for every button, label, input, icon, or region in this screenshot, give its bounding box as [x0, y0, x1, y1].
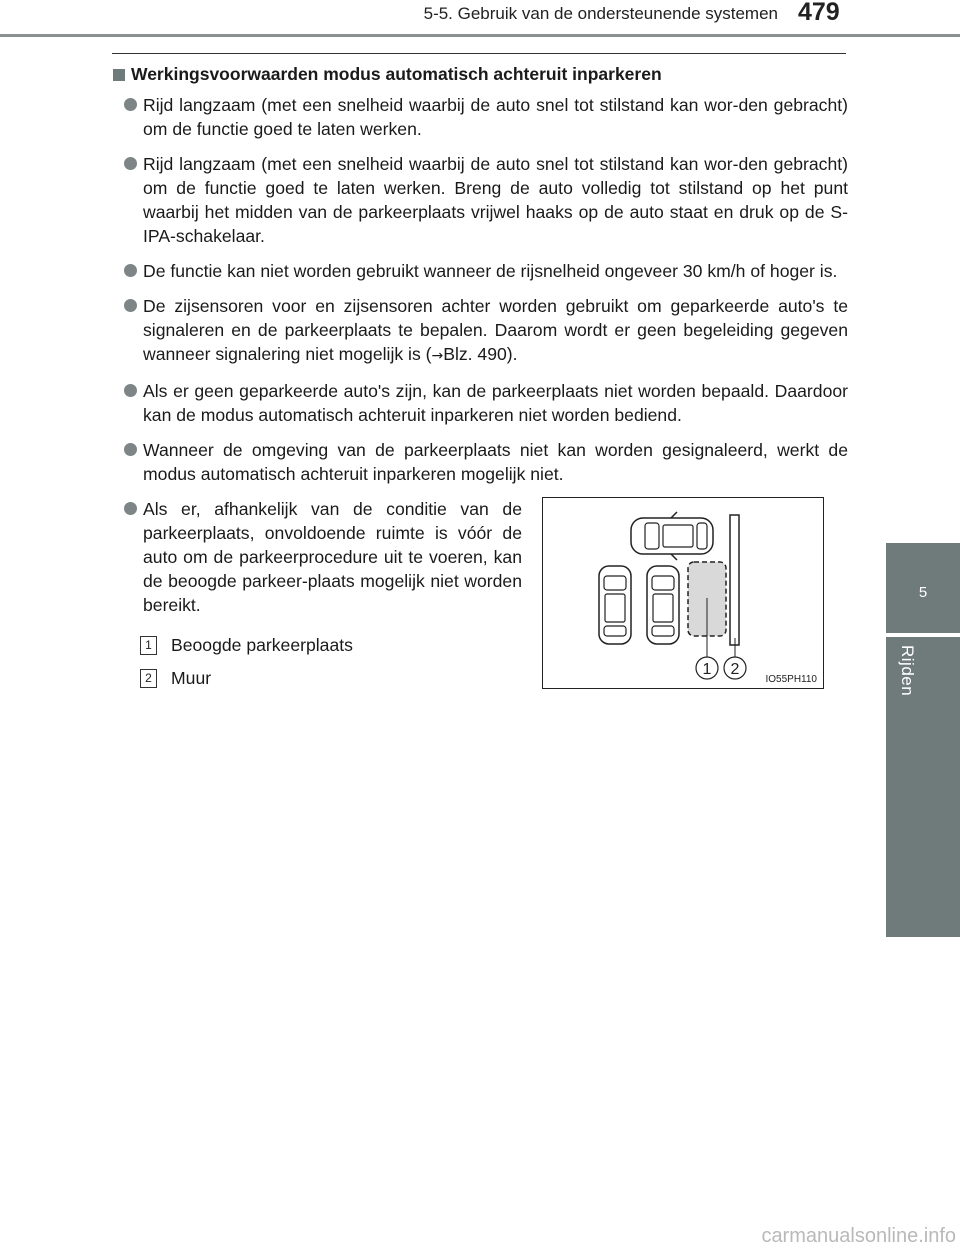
header-section-title: 5-5. Gebruik van de ondersteunende systemen	[423, 4, 778, 23]
list-item-text: Rijd langzaam (met een snelheid waarbij de auto snel tot stilstand kan wor-den gebracht) om de functie goed te laten werken.	[143, 95, 848, 139]
square-bullet-icon	[113, 69, 125, 81]
list-item-text-main: De zijsensoren voor en zijsensoren achter worden gebruikt om geparkeerde auto's te signaleren en de parkeerplaats te bepalen. Daarom wordt er geen begeleiding gegeven wanneer signalering niet mogelijk is (	[143, 296, 848, 364]
legend-number: 1	[140, 636, 157, 655]
list-item-text: Rijd langzaam (met een snelheid waarbij de auto snel tot stilstand kan wor-den gebracht) om de functie goed te laten werken. Breng de auto volledig tot stilstand op het punt waarbij het midden van de parkeerplaats vrijwel haaks op de auto staat en druk op de S-IPA-schakelaar.	[143, 154, 848, 246]
list-item-text: Als er, afhankelijk van de conditie van de parkeerplaats, onvoldoende ruimte is vóór de auto om de parkeerprocedure uit te voeren, kan de beoogde parkeer-plaats mogelijk niet worden bereikt.	[143, 499, 522, 615]
callout-label-2: 2	[730, 661, 740, 678]
list-item-text	[143, 294, 848, 368]
list-item	[112, 152, 848, 248]
list-item-text: Wanneer de omgeving van de parkeerplaats niet kan worden gesignaleerd, werkt de modus automatisch achteruit inparkeren mogelijk niet.	[143, 440, 848, 484]
section-heading-text: Werkingsvoorwaarden modus automatisch achteruit inparkeren	[131, 64, 662, 84]
bullet-dot-icon	[124, 299, 137, 312]
page-number: 479	[798, 0, 840, 26]
bullet-dot-icon	[124, 384, 137, 397]
list-item	[112, 497, 522, 617]
parking-illustration	[542, 497, 824, 689]
bullet-dot-icon	[124, 264, 137, 277]
legend-number: 2	[140, 669, 157, 688]
section-rule	[112, 53, 846, 54]
page-reference-link[interactable]: Blz. 490).	[443, 344, 518, 364]
list-item	[112, 93, 848, 141]
parking-diagram	[543, 498, 823, 688]
list-item-text: Als er geen geparkeerde auto's zijn, kan de parkeerplaats niet worden bepaald. Daardoor kan de modus automatisch achteruit inparkeren niet worden bediend.	[143, 381, 848, 425]
watermark: carmanualsonline.info	[761, 1225, 956, 1247]
legend-label: Beoogde parkeerplaats	[171, 635, 353, 655]
parked-car-icon	[599, 566, 631, 644]
parked-car-icon	[647, 566, 679, 644]
figure-section	[112, 497, 848, 689]
list-item	[112, 294, 848, 368]
section-heading	[112, 64, 848, 85]
bullet-dot-icon	[124, 157, 137, 170]
chapter-number-tab: 5	[886, 543, 960, 633]
chapter-label: Rijden	[898, 645, 917, 697]
callout-label-1: 1	[702, 661, 712, 678]
header-rule	[0, 34, 960, 37]
figure-code: IO55PH110	[765, 674, 817, 685]
legend-label: Muur	[171, 668, 212, 688]
page-content	[112, 64, 848, 701]
list-item	[112, 379, 848, 427]
bullet-dot-icon	[124, 98, 137, 111]
list-item	[112, 259, 848, 283]
wall-shape	[730, 515, 739, 645]
own-car-icon	[631, 512, 713, 560]
arrow-right-icon: →	[431, 348, 444, 364]
bullet-dot-icon	[124, 502, 137, 515]
list-item-text: De functie kan niet worden gebruikt wanneer de rijsnelheid ongeveer 30 km/h of hoger is.	[143, 261, 838, 281]
list-item	[112, 438, 848, 486]
bullet-dot-icon	[124, 443, 137, 456]
